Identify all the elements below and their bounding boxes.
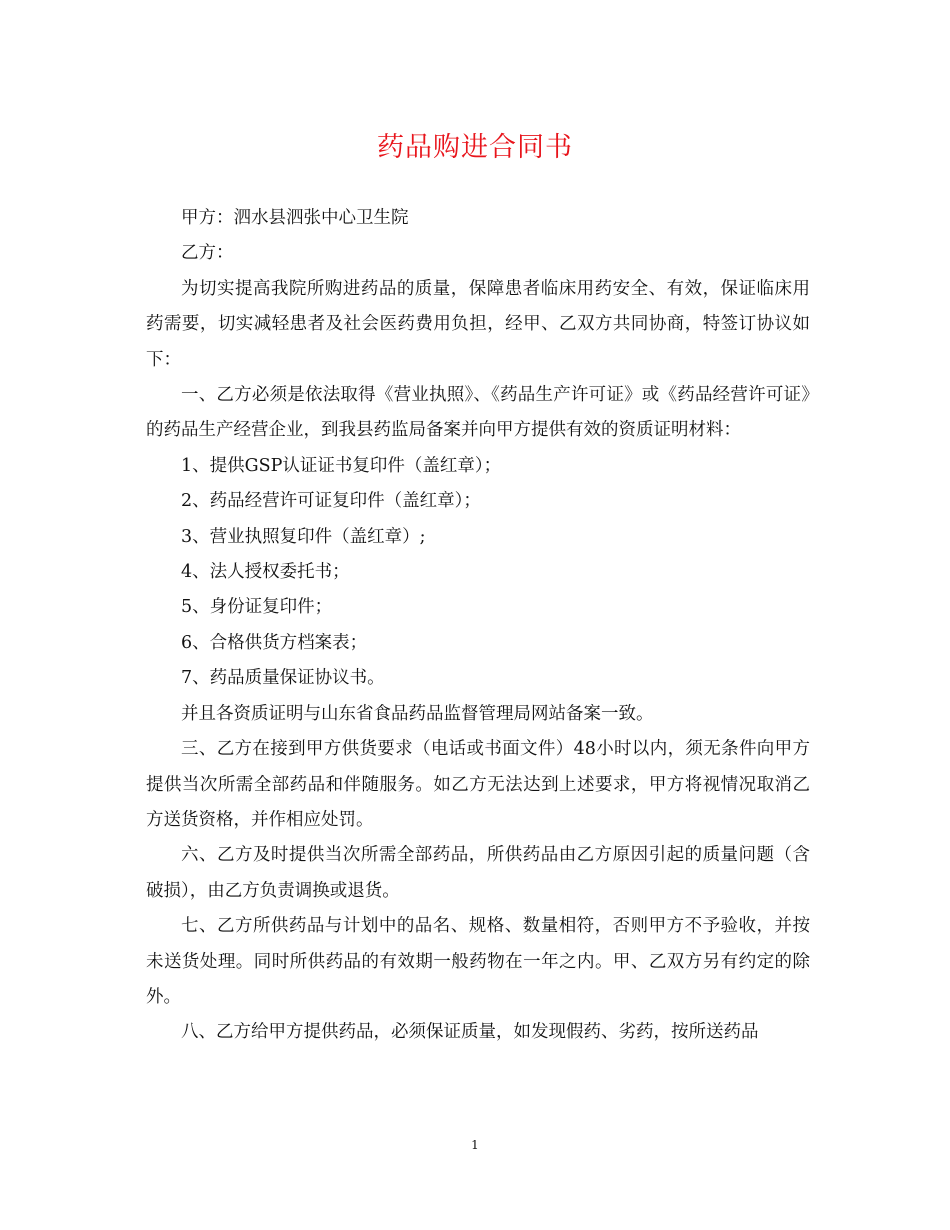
page-number: 1 <box>471 1138 479 1152</box>
intro-paragraph: 为切实提高我院所购进药品的质量，保障患者临床用药安全、有效，保证临床用药需要，切实减轻患者及社会医药费用负担，经甲、乙双方共同协商，特签订协议如下： <box>146 278 810 370</box>
list-item: 2、药品经营许可证复印件（盖红章）； <box>181 491 481 512</box>
list-item: 1、提供GSP认证证书复印件（盖红章）； <box>181 455 502 476</box>
list-item: 5、身份证复印件； <box>181 597 333 618</box>
party-a-line: 甲方：泗水县泗张中心卫生院 <box>181 208 409 228</box>
clause-six: 六、乙方及时提供当次所需全部药品，所供药品由乙方原因引起的质量问题（含破损），由乙方负责调换或退货。 <box>146 845 810 901</box>
list-item: 3、营业执照复印件（盖红章）; <box>181 526 426 547</box>
document-body <box>146 201 810 1051</box>
clause-seven: 七、乙方所供药品与计划中的品名、规格、数量相符，否则甲方不予验收，并按未送货处理。同时所供药品的有效期一般药物在一年之内。甲、乙双方另有约定的除外。 <box>146 916 810 1007</box>
document-title: 药品购进合同书 <box>377 132 573 163</box>
consistency-note: 并且各资质证明与山东省食品药品监督管理局网站备案一致。 <box>181 703 654 724</box>
list-item: 7、药品质量保证协议书。 <box>181 668 385 689</box>
list-item: 6、合格供货方档案表； <box>181 632 368 653</box>
clause-three: 三、乙方在接到甲方供货要求（电话或书面文件）48小时以内，须无条件向甲方提供当次所需全部药品和伴随服务。如乙方无法达到上述要求，甲方将视情况取消乙方送货资格，并作相应处罚。 <box>146 739 810 830</box>
clause-eight: 八、乙方给甲方提供药品，必须保证质量，如发现假药、劣药，按所送药品 <box>181 1022 759 1043</box>
clause-one: 一、乙方必须是依法取得《营业执照》、《药品生产许可证》或《药品经营许可证》的药品生产经营企业，到我县药监局备案并向甲方提供有效的资质证明材料： <box>146 385 810 441</box>
party-b-line: 乙方： <box>181 243 234 264</box>
list-item: 4、法人授权委托书； <box>181 562 350 583</box>
